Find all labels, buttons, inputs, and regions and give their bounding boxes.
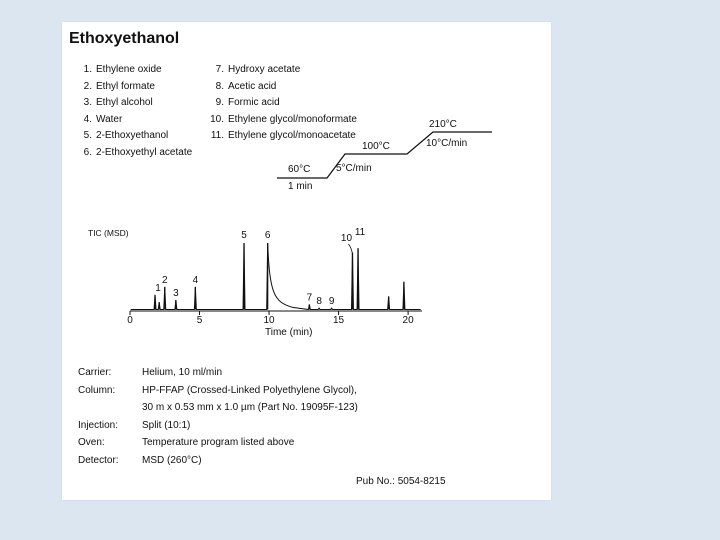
spec-value: Split (10:1): [142, 419, 191, 431]
compound-name: Acetic acid: [228, 80, 277, 92]
pub-number: Pub No.: 5054-8215: [356, 476, 446, 487]
compound-number: 5.: [83, 130, 92, 141]
compound-name: 2-Ethoxyethyl acetate: [96, 146, 193, 158]
spec-value: MSD (260°C): [142, 454, 202, 466]
peak-label: 3: [173, 288, 179, 300]
compound-name: Water: [96, 113, 123, 125]
spec-label: Oven:: [78, 437, 105, 448]
compound-number: 10.: [210, 113, 224, 125]
compound-name: 2-Ethoxyethanol: [96, 130, 169, 141]
chromatogram-chart: [62, 222, 551, 352]
temp-100: 100°C: [362, 141, 390, 152]
document-page: [62, 22, 551, 500]
compound-name: Ethylene glycol/monoacetate: [228, 130, 356, 141]
compound-name: Hydroxy acetate: [228, 64, 301, 75]
temperature-program-diagram: [62, 22, 551, 202]
compound-number: 9.: [215, 97, 224, 108]
spec-value: 30 m x 0.53 mm x 1.0 µm (Part No. 19095F-123): [142, 402, 358, 413]
compound-number: 1.: [83, 64, 92, 75]
peak-label: 7: [306, 292, 313, 304]
spec-label: Detector:: [78, 454, 119, 466]
compound-name: Ethylene glycol/monoformate: [228, 113, 357, 125]
x-tick-label: 20: [402, 315, 414, 326]
temp-210: 210°C: [429, 119, 457, 130]
x-tick-label: 0: [127, 315, 133, 326]
compound-number: 6.: [83, 146, 92, 158]
spec-row: [78, 452, 358, 470]
compound-name: Formic acid: [228, 97, 280, 108]
spec-row: [78, 399, 358, 417]
spec-row: [78, 364, 358, 382]
compound-name: Ethyl formate: [96, 80, 155, 92]
spec-label: Injection:: [78, 419, 119, 431]
peak-10-connector: [348, 244, 352, 254]
compound-name: Ethyl alcohol: [96, 97, 153, 108]
rate-5: 5°C/min: [336, 163, 372, 174]
peak-label: 1: [155, 282, 161, 294]
compound-number: 8.: [215, 80, 224, 92]
spec-label: Column:: [78, 384, 116, 396]
compound-number: 2.: [83, 80, 92, 92]
peak-label: 6: [264, 230, 271, 241]
spec-row: [78, 417, 358, 435]
x-tick-label: 10: [263, 315, 275, 326]
peak-label: 4: [192, 274, 199, 286]
peak-label: 5: [241, 230, 247, 241]
spec-value: Temperature program listed above: [142, 437, 295, 448]
spec-value: Helium, 10 ml/min: [142, 367, 223, 378]
spec-label: Carrier:: [78, 367, 112, 378]
compound-number: 3.: [83, 97, 92, 108]
page-title: Ethoxyethanol: [69, 30, 180, 47]
temp-60: 60°C: [288, 164, 311, 175]
compound-number: 7.: [215, 64, 224, 75]
spec-value: HP-FFAP (Crossed-Linked Polyethylene Glycol),: [142, 384, 357, 396]
compound-name: Ethylene oxide: [96, 64, 162, 75]
x-tick-label: 5: [196, 315, 203, 326]
spec-row: [78, 382, 358, 400]
peak-label: 11: [354, 227, 366, 238]
peak-label: 10: [340, 233, 353, 244]
spec-row: [78, 434, 358, 452]
x-tick-label: 15: [333, 315, 345, 326]
method-specifications: [78, 364, 358, 469]
chromatogram-trace: [131, 243, 421, 309]
peak-label: 2: [161, 274, 168, 286]
peak-label: 9: [328, 296, 335, 308]
rate-10: 10°C/min: [426, 138, 468, 149]
compound-number: 4.: [83, 113, 92, 125]
peak-label: 8: [316, 296, 322, 308]
compound-number: 11.: [210, 130, 224, 141]
y-axis-label: TIC (MSD): [88, 228, 129, 238]
x-axis-label: Time (min): [265, 327, 313, 338]
hold-1min: 1 min: [288, 181, 313, 192]
